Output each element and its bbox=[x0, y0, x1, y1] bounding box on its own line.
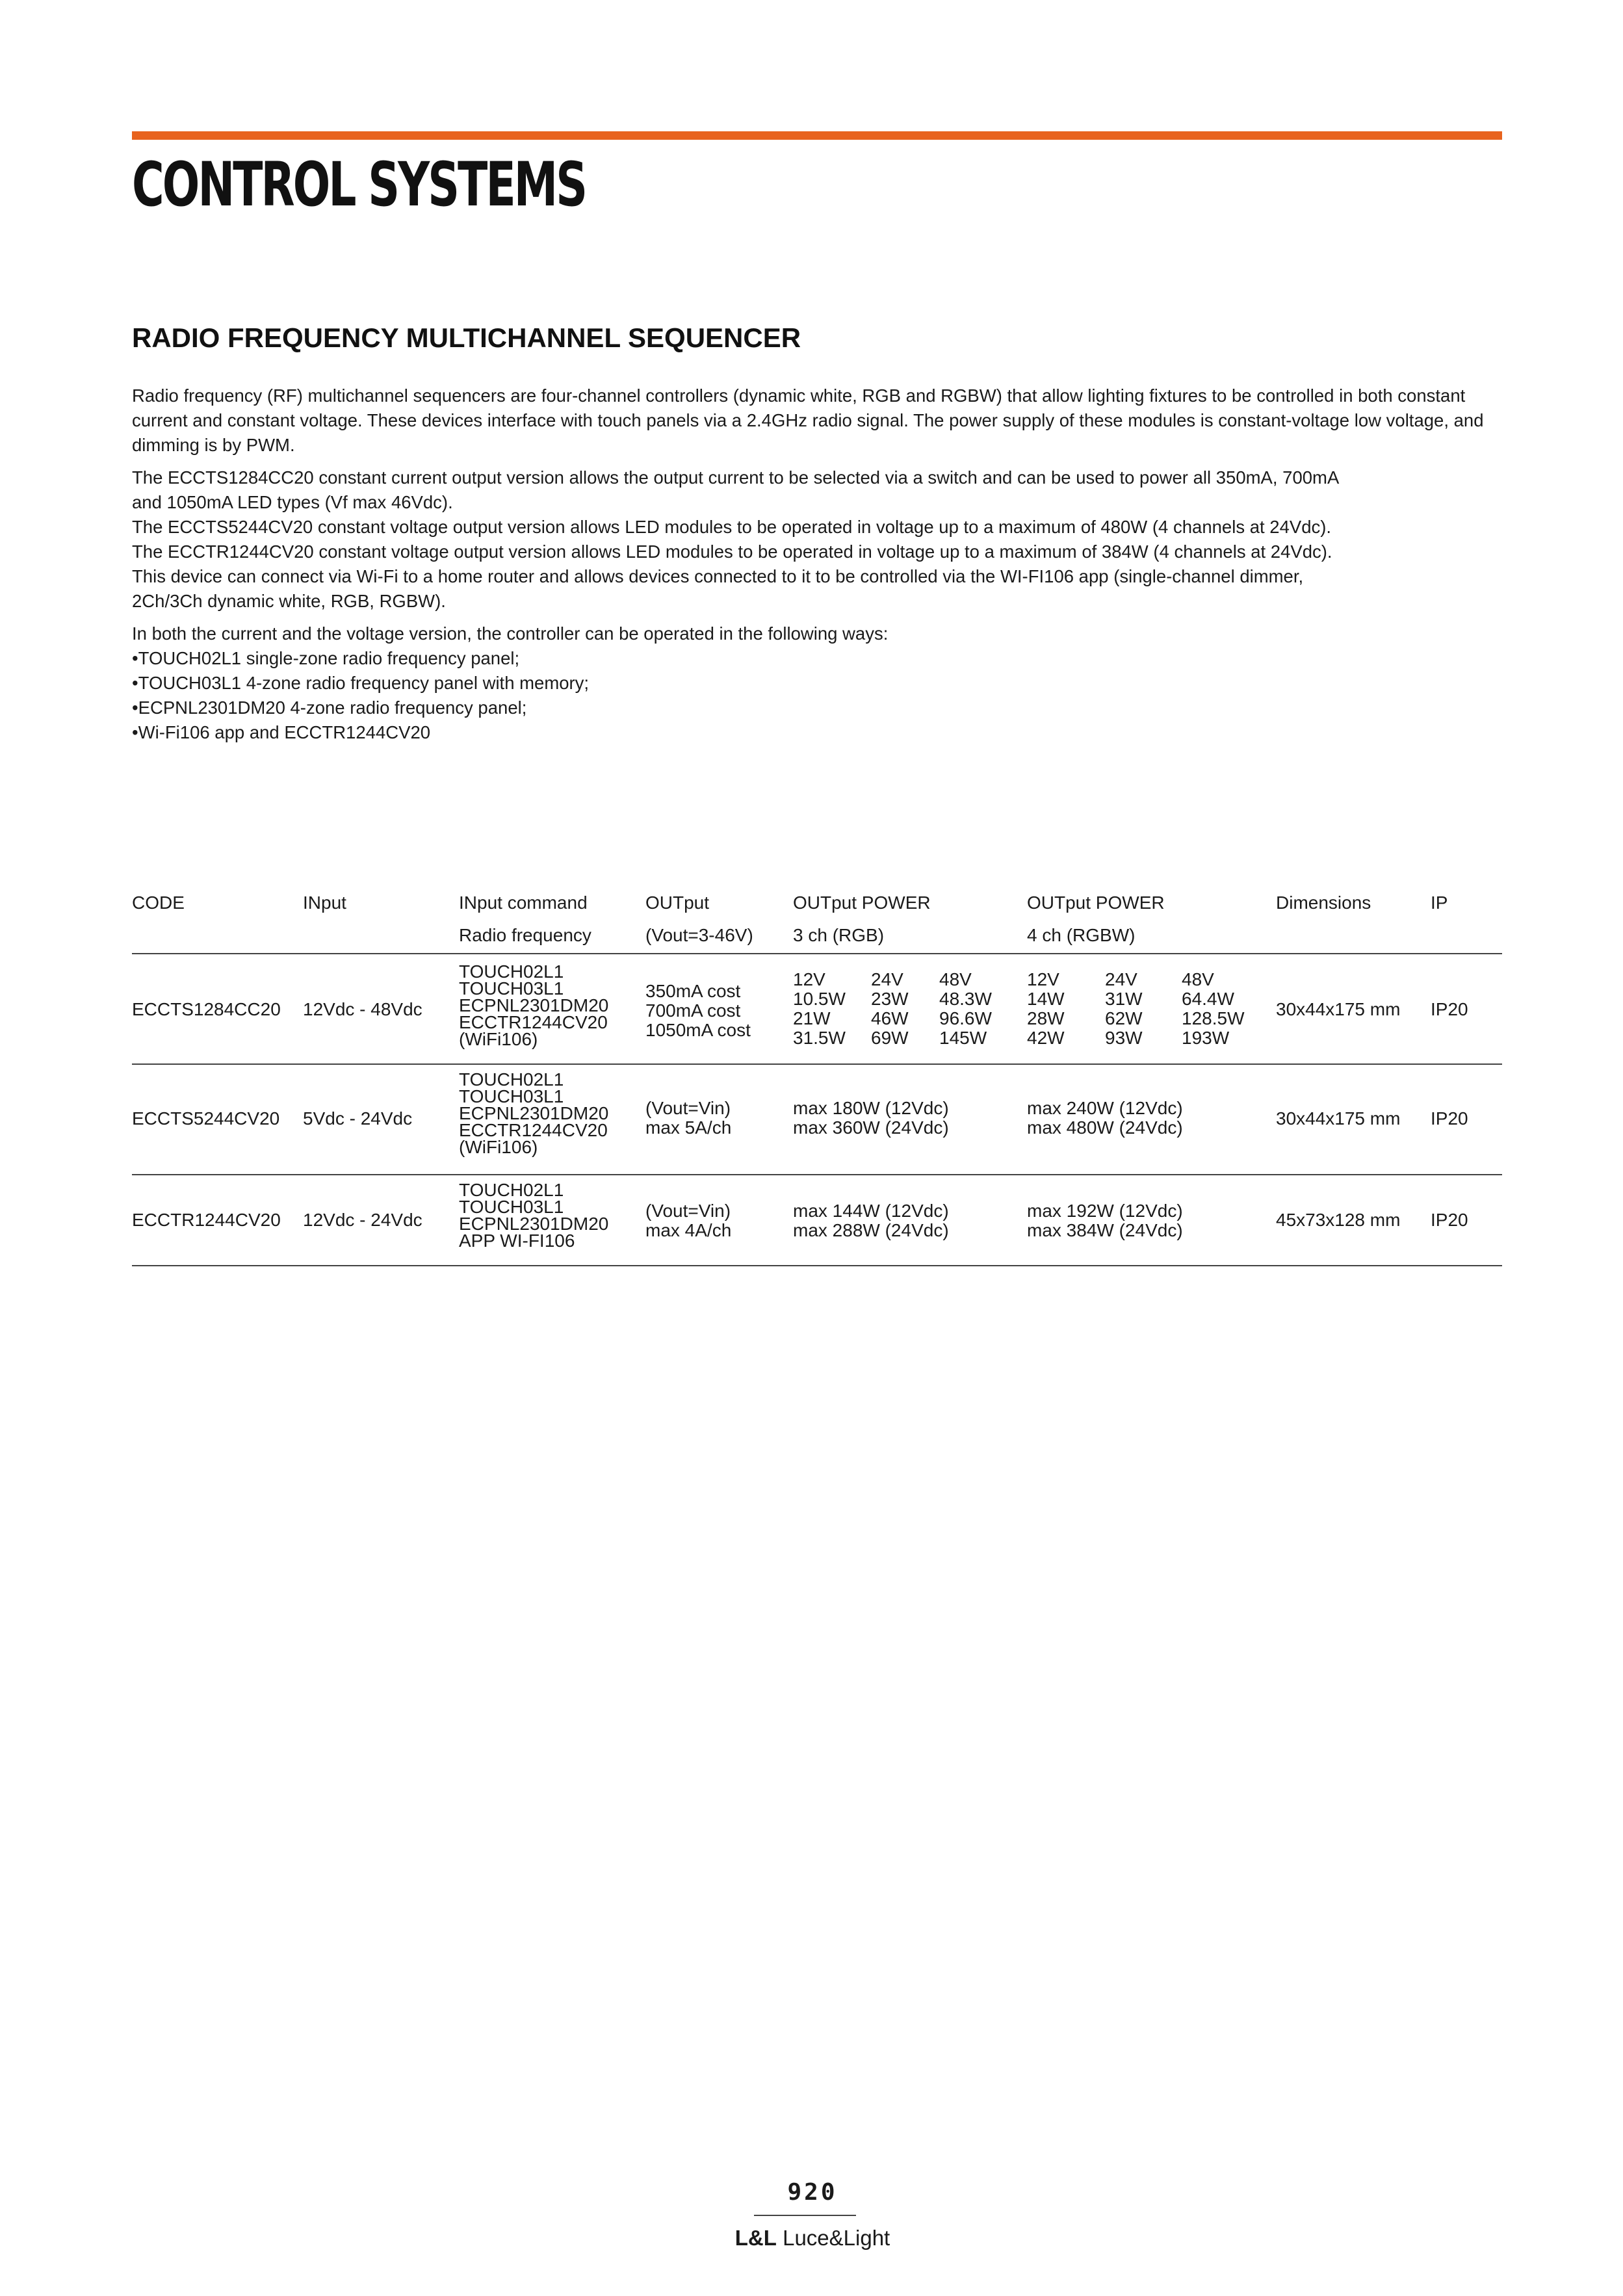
power-value: 46W bbox=[871, 1008, 909, 1028]
power-value: 48V bbox=[939, 969, 972, 989]
operation-paragraph: In both the current and the voltage version, the controller can be operated in the following ways: bbox=[132, 623, 889, 644]
header-power-4ch-sub: 4 ch (RGBW) bbox=[1027, 925, 1136, 945]
cell-command bbox=[459, 963, 608, 1048]
table-header bbox=[132, 891, 1502, 953]
power-value: max 192W (12Vdc) bbox=[1027, 1201, 1183, 1221]
page-title: CONTROL SYSTEMS bbox=[132, 150, 586, 220]
header-power-4ch: OUTput POWER bbox=[1027, 893, 1165, 913]
command-item: TOUCH02L1 bbox=[459, 1069, 564, 1089]
power-value: max 480W (24Vdc) bbox=[1027, 1117, 1183, 1138]
command-item: ECCTR1244CV20 bbox=[459, 1120, 608, 1140]
header-code: CODE bbox=[132, 893, 185, 913]
section-title: RADIO FREQUENCY MULTICHANNEL SEQUENCER bbox=[132, 322, 801, 353]
cell-power-3ch bbox=[793, 1201, 949, 1240]
cell-power-4ch bbox=[1027, 1099, 1183, 1138]
power-value: 193W bbox=[1182, 1028, 1230, 1048]
power-value: 145W bbox=[939, 1028, 987, 1048]
command-item: TOUCH02L1 bbox=[459, 1180, 564, 1200]
command-item: TOUCH03L1 bbox=[459, 978, 564, 998]
power-value: max 144W (12Vdc) bbox=[793, 1201, 949, 1221]
output-item: 1050mA cost bbox=[645, 1020, 751, 1040]
list-item: • ECPNL2301DM20 4-zone radio frequency panel; bbox=[132, 696, 1523, 720]
versions-line: 2Ch/3Ch dynamic white, RGB, RGBW). bbox=[132, 591, 446, 611]
output-item: 350mA cost bbox=[645, 981, 741, 1001]
power-value: 21W bbox=[793, 1008, 831, 1028]
power-value: 96.6W bbox=[939, 1008, 992, 1028]
header-command: INput command bbox=[459, 893, 588, 913]
cell-output bbox=[645, 1201, 731, 1240]
versions-line: The ECCTS1284CC20 constant current output version allows the output current to be selected via a switch and can be used to power all 350mA, 700mA bbox=[132, 467, 1340, 488]
list-item: • Wi-Fi106 app and ECCTR1244CV20 bbox=[132, 720, 1523, 745]
table-row bbox=[132, 1065, 1502, 1174]
header-output-sub: (Vout=3-46V) bbox=[645, 925, 753, 945]
spec-table bbox=[132, 891, 1502, 1266]
power-value: 28W bbox=[1027, 1008, 1065, 1028]
power-value: 12V bbox=[1027, 969, 1059, 989]
power-value: 24V bbox=[871, 969, 903, 989]
power-value: 42W bbox=[1027, 1028, 1065, 1048]
versions-line: The ECCTR1244CV20 constant voltage output version allows LED modules to be operated in voltage up to a maximum of 384W (4 channels at 24Vdc). bbox=[132, 541, 1332, 562]
divider bbox=[132, 1265, 1502, 1266]
command-item: ECPNL2301DM20 bbox=[459, 995, 609, 1015]
output-item: max 5A/ch bbox=[645, 1117, 732, 1138]
power-value: 23W bbox=[871, 989, 909, 1009]
table-row bbox=[132, 954, 1502, 1063]
cell-power-4ch bbox=[1027, 970, 1245, 1048]
command-item: APP WI-FI106 bbox=[459, 1231, 575, 1251]
header-command-sub: Radio frequency bbox=[459, 925, 591, 945]
power-value: 31W bbox=[1105, 989, 1143, 1009]
power-value: max 360W (24Vdc) bbox=[793, 1117, 949, 1138]
cell-command bbox=[459, 1071, 608, 1156]
power-value: 128.5W bbox=[1182, 1008, 1245, 1028]
footer-divider bbox=[754, 2215, 856, 2216]
power-value: 12V bbox=[793, 969, 825, 989]
cell-code: ECCTS1284CC20 bbox=[132, 999, 281, 1019]
power-value: 14W bbox=[1027, 989, 1065, 1009]
header-power-3ch-sub: 3 ch (RGB) bbox=[793, 925, 885, 945]
command-item: ECPNL2301DM20 bbox=[459, 1214, 609, 1234]
power-value: 31.5W bbox=[793, 1028, 846, 1048]
cell-input: 12Vdc - 24Vdc bbox=[303, 1210, 422, 1230]
cell-input: 5Vdc - 24Vdc bbox=[303, 1108, 413, 1128]
output-item: (Vout=Vin) bbox=[645, 1201, 731, 1221]
brand-bold: L&L bbox=[734, 2226, 777, 2250]
power-value: max 288W (24Vdc) bbox=[793, 1220, 949, 1240]
cell-command bbox=[459, 1182, 608, 1249]
list-item: • TOUCH03L1 4-zone radio frequency panel with memory; bbox=[132, 671, 1523, 696]
cell-power-3ch bbox=[793, 1099, 949, 1138]
versions-line: The ECCTS5244CV20 constant voltage output version allows LED modules to be operated in voltage up to a maximum of 480W (4 channels at 24Vdc). bbox=[132, 517, 1332, 537]
power-value: 93W bbox=[1105, 1028, 1143, 1048]
command-item: TOUCH02L1 bbox=[459, 961, 564, 982]
power-value: max 384W (24Vdc) bbox=[1027, 1220, 1183, 1240]
power-value: 24V bbox=[1105, 969, 1137, 989]
cell-input: 12Vdc - 48Vdc bbox=[303, 999, 422, 1019]
versions-line: This device can connect via Wi-Fi to a home router and allows devices connected to it to be controlled via the WI-FI106 app (single-channel dimmer, bbox=[132, 566, 1304, 586]
power-value: 69W bbox=[871, 1028, 909, 1048]
cell-ip: IP20 bbox=[1431, 1108, 1468, 1128]
cell-dimensions: 30x44x175 mm bbox=[1276, 999, 1401, 1019]
power-value: 48V bbox=[1182, 969, 1214, 989]
command-item: (WiFi106) bbox=[459, 1029, 538, 1049]
versions-paragraph bbox=[132, 465, 1523, 614]
operation-list bbox=[132, 646, 1523, 745]
command-item: ECCTR1244CV20 bbox=[459, 1012, 608, 1032]
cell-ip: IP20 bbox=[1431, 999, 1468, 1019]
command-item: TOUCH03L1 bbox=[459, 1086, 564, 1106]
intro-paragraph: Radio frequency (RF) multichannel sequencers are four-channel controllers (dynamic white, RGB and RGBW) that allow lighting fixtures to be controlled in both constant current and constant voltage. These devices interface with touch panels via a 2.4GHz radio signal. The power supply of these modules is constant-voltage low voltage, and dimming is by PWM. bbox=[132, 385, 1484, 455]
power-value: max 180W (12Vdc) bbox=[793, 1098, 949, 1118]
cell-ip: IP20 bbox=[1431, 1210, 1468, 1230]
brand-footer bbox=[734, 2226, 890, 2250]
body-text bbox=[132, 384, 1523, 745]
cell-output bbox=[645, 982, 751, 1040]
output-item: max 4A/ch bbox=[645, 1220, 732, 1240]
list-item: • TOUCH02L1 single-zone radio frequency panel; bbox=[132, 646, 1523, 671]
cell-power-3ch bbox=[793, 970, 992, 1048]
output-item: 700mA cost bbox=[645, 1000, 741, 1021]
command-item: TOUCH03L1 bbox=[459, 1197, 564, 1217]
cell-output bbox=[645, 1099, 731, 1138]
cell-dimensions: 45x73x128 mm bbox=[1276, 1210, 1401, 1230]
versions-line: and 1050mA LED types (Vf max 46Vdc). bbox=[132, 492, 453, 512]
header-input: INput bbox=[303, 893, 346, 913]
power-value: 64.4W bbox=[1182, 989, 1234, 1009]
brand-name: Luce&Light bbox=[783, 2226, 890, 2250]
command-item: (WiFi106) bbox=[459, 1137, 538, 1157]
power-value: 62W bbox=[1105, 1008, 1143, 1028]
power-value: 48.3W bbox=[939, 989, 992, 1009]
cell-code: ECCTR1244CV20 bbox=[132, 1210, 281, 1230]
header-dimensions: Dimensions bbox=[1276, 893, 1371, 913]
command-item: ECPNL2301DM20 bbox=[459, 1103, 609, 1123]
cell-power-4ch bbox=[1027, 1201, 1183, 1240]
header-power-3ch: OUTput POWER bbox=[793, 893, 931, 913]
power-value: max 240W (12Vdc) bbox=[1027, 1098, 1183, 1118]
power-value: 10.5W bbox=[793, 989, 846, 1009]
cell-dimensions: 30x44x175 mm bbox=[1276, 1108, 1401, 1128]
output-item: (Vout=Vin) bbox=[645, 1098, 731, 1118]
cell-code: ECCTS5244CV20 bbox=[132, 1108, 280, 1128]
top-accent-rule bbox=[132, 131, 1502, 140]
table-row bbox=[132, 1175, 1502, 1265]
header-output: OUTput bbox=[645, 893, 710, 913]
page-number: 920 bbox=[787, 2179, 838, 2206]
header-ip: IP bbox=[1431, 893, 1448, 913]
